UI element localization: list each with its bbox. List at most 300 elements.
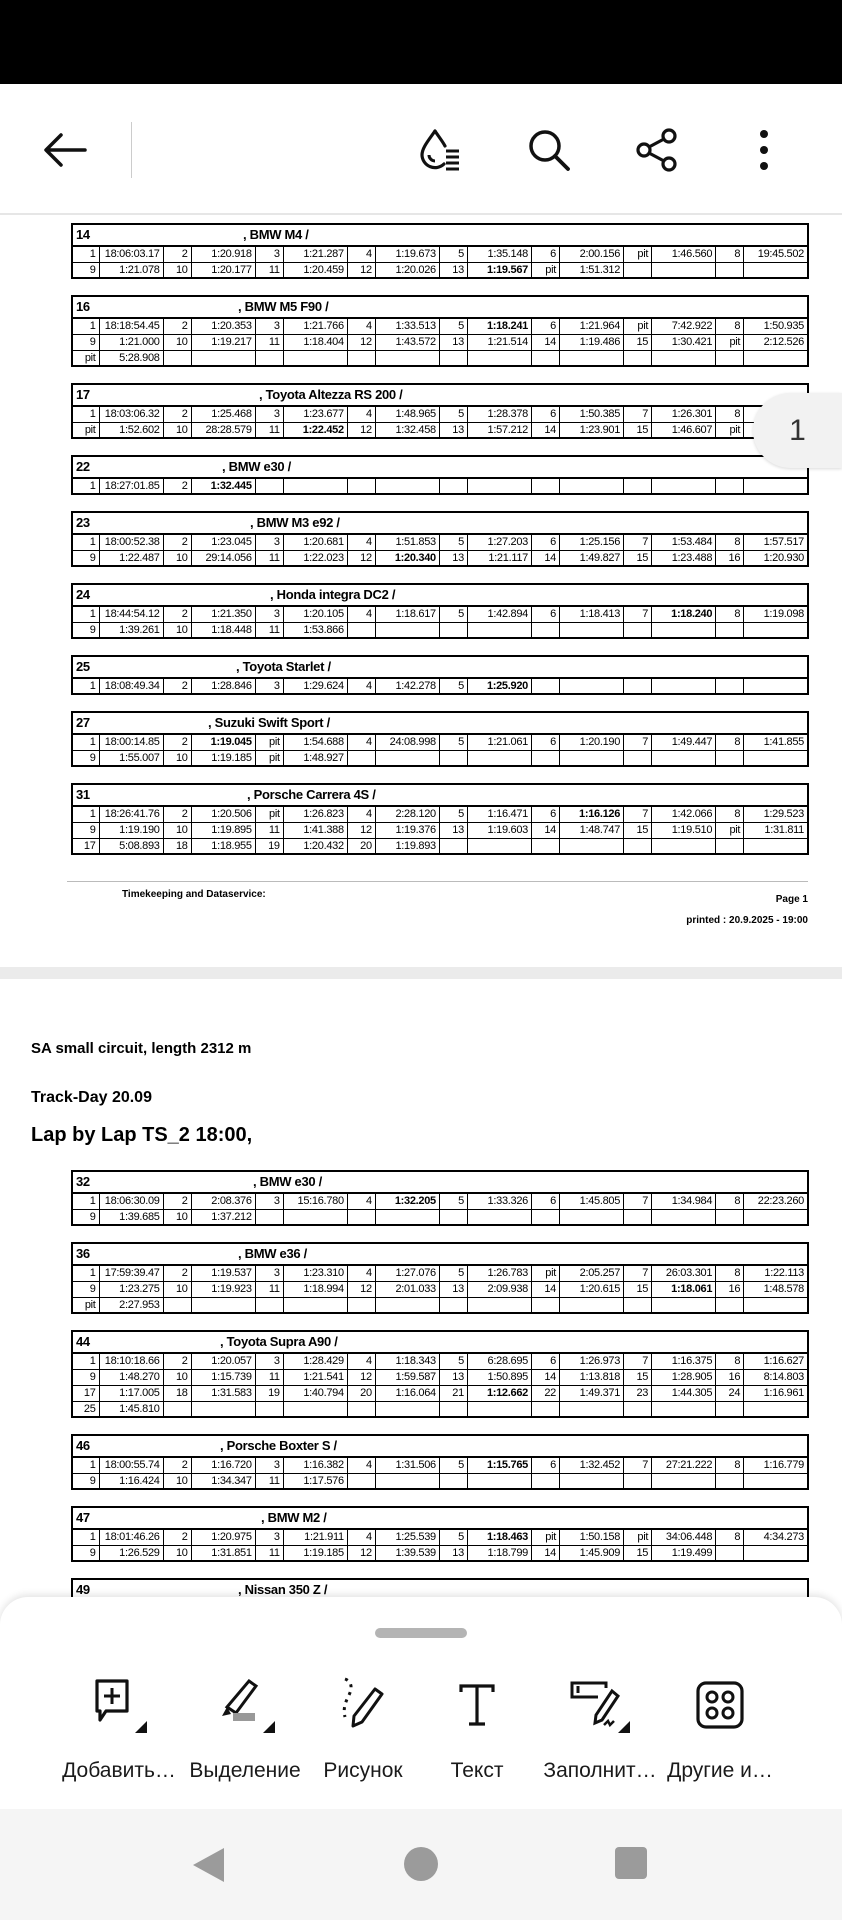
lap-number: 10 xyxy=(163,1281,191,1297)
lap-number: 7 xyxy=(624,1353,652,1369)
lap-number: 6 xyxy=(531,534,559,550)
lap-time: 1:41.388 xyxy=(283,822,347,838)
lap-number xyxy=(716,262,744,278)
car-model: , Suzuki Swift Sport / xyxy=(208,715,330,730)
lap-time: 1:27.203 xyxy=(467,534,531,550)
lap-number: 12 xyxy=(347,1545,375,1561)
lap-number: 3 xyxy=(255,1353,283,1369)
lap-number: 6 xyxy=(531,734,559,750)
lap-time: 17:59:39.47 xyxy=(99,1265,163,1281)
lap-number: 7 xyxy=(624,734,652,750)
lap-number: 7 xyxy=(624,1457,652,1473)
lap-time: 18:27:01.85 xyxy=(99,478,163,494)
lap-time xyxy=(744,1209,808,1225)
lap-number: 25 xyxy=(72,1401,99,1417)
lap-number: 11 xyxy=(255,822,283,838)
lap-number: 9 xyxy=(72,622,99,638)
lap-time: 1:18.955 xyxy=(191,838,255,854)
lap-time: 22:23.260 xyxy=(744,1193,808,1209)
lap-number: 3 xyxy=(255,246,283,262)
lap-number: 16 xyxy=(716,1281,744,1297)
lap-number: pit xyxy=(531,1529,559,1545)
app-bar-divider xyxy=(131,122,132,178)
lap-time: 1:35.148 xyxy=(467,246,531,262)
tool-label: Заполнит… xyxy=(543,1759,657,1782)
lap-time: 1:48.927 xyxy=(283,750,347,766)
lap-number: 1 xyxy=(72,734,99,750)
lap-time: 1:51.853 xyxy=(375,534,439,550)
sheet-drag-handle[interactable] xyxy=(375,1628,467,1638)
lap-time xyxy=(744,478,808,494)
lap-number: pit xyxy=(531,1265,559,1281)
lap-time: 1:16.064 xyxy=(375,1385,439,1401)
tool-label: Другие и… xyxy=(667,1759,773,1782)
car-header xyxy=(72,512,808,534)
lap-number: 12 xyxy=(347,822,375,838)
lap-number: 1 xyxy=(72,1529,99,1545)
lap-number: 18 xyxy=(163,838,191,854)
lap-number: 1 xyxy=(72,678,99,694)
lap-time: 1:18.240 xyxy=(652,606,716,622)
lap-number xyxy=(624,838,652,854)
lap-time: 34:06.448 xyxy=(652,1529,716,1545)
lap-number: 2 xyxy=(163,1353,191,1369)
lap-row xyxy=(72,534,808,550)
lap-number: 2 xyxy=(163,806,191,822)
lap-number xyxy=(531,622,559,638)
lap-time: 1:59.587 xyxy=(375,1369,439,1385)
lap-number: 5 xyxy=(439,1265,467,1281)
lap-number: 9 xyxy=(72,262,99,278)
lap-number xyxy=(439,750,467,766)
lap-time xyxy=(375,1209,439,1225)
lap-number: 2 xyxy=(163,534,191,550)
lap-number: 6 xyxy=(531,318,559,334)
lap-number: 21 xyxy=(439,1385,467,1401)
lap-number xyxy=(163,1297,191,1313)
more-vert-icon[interactable] xyxy=(741,127,787,173)
lap-number xyxy=(347,1297,375,1313)
lap-time: 18:26:41.76 xyxy=(99,806,163,822)
lap-time: 1:19.185 xyxy=(191,750,255,766)
lap-number: 9 xyxy=(72,1369,99,1385)
lap-number: 2 xyxy=(163,406,191,422)
lap-number: 8 xyxy=(716,406,744,422)
nav-home-icon[interactable] xyxy=(403,1846,439,1887)
lap-time: 1:41.855 xyxy=(744,734,808,750)
lap-time xyxy=(744,1297,808,1313)
highlight-icon xyxy=(183,1677,307,1733)
lap-number xyxy=(716,1545,744,1561)
lap-table-car-25 xyxy=(71,655,809,695)
lap-time: 1:18.799 xyxy=(467,1545,531,1561)
lap-time: 1:21.000 xyxy=(99,334,163,350)
lap-number: 1 xyxy=(72,806,99,822)
lap-number: 4 xyxy=(347,606,375,622)
lap-time: 1:15.765 xyxy=(467,1457,531,1473)
lap-table-car-22 xyxy=(71,455,809,495)
share-icon[interactable] xyxy=(634,127,680,173)
lap-number: 1 xyxy=(72,406,99,422)
tool-text[interactable] xyxy=(415,1677,539,1783)
lap-time: 1:19.603 xyxy=(467,822,531,838)
lap-number xyxy=(624,262,652,278)
tool-highlight[interactable] xyxy=(183,1677,307,1783)
lap-number: 15 xyxy=(624,1281,652,1297)
lap-number: 4 xyxy=(347,1265,375,1281)
lap-number: 14 xyxy=(531,422,559,438)
lap-number: 8 xyxy=(716,1529,744,1545)
lap-time xyxy=(467,1209,531,1225)
lap-number xyxy=(439,1473,467,1489)
lap-row xyxy=(72,1529,808,1545)
lap-number xyxy=(531,1401,559,1417)
lap-number xyxy=(163,350,191,366)
lap-time xyxy=(744,678,808,694)
lap-table-car-14 xyxy=(71,223,809,279)
lap-number: 6 xyxy=(531,806,559,822)
lap-number xyxy=(347,1209,375,1225)
car-model: , Toyota Starlet / xyxy=(236,659,331,674)
nav-back-icon[interactable] xyxy=(190,1846,226,1889)
lap-time xyxy=(744,1401,808,1417)
lap-number xyxy=(624,622,652,638)
tool-label: Выделение xyxy=(189,1759,301,1782)
lap-time: 1:27.076 xyxy=(375,1265,439,1281)
lap-time: 1:42.278 xyxy=(375,678,439,694)
lap-number: 10 xyxy=(163,550,191,566)
lap-time: 1:23.045 xyxy=(191,534,255,550)
footer-printed-date: printed : 20.9.2025 - 19:00 xyxy=(686,915,808,926)
lap-number: 7 xyxy=(624,534,652,550)
car-number: 46 xyxy=(76,1438,90,1453)
lap-table-car-24 xyxy=(71,583,809,639)
lap-row xyxy=(72,822,808,838)
lap-time: 1:20.918 xyxy=(191,246,255,262)
lap-row xyxy=(72,1457,808,1473)
lap-time: 1:16.375 xyxy=(652,1353,716,1369)
lap-number: 14 xyxy=(531,550,559,566)
lap-number: 6 xyxy=(531,246,559,262)
lap-time: 1:16.627 xyxy=(744,1353,808,1369)
car-number: 22 xyxy=(76,459,90,474)
lap-time: 1:40.794 xyxy=(283,1385,347,1401)
lap-time: 1:19.486 xyxy=(560,334,624,350)
lap-number xyxy=(531,750,559,766)
lap-time: 1:12.662 xyxy=(467,1385,531,1401)
lap-time: 1:16.126 xyxy=(560,806,624,822)
lap-time xyxy=(283,1401,347,1417)
lap-time xyxy=(560,622,624,638)
lap-number: 5 xyxy=(439,1193,467,1209)
lap-time: 1:34.984 xyxy=(652,1193,716,1209)
lap-number: 6 xyxy=(531,406,559,422)
lap-time: 1:20.615 xyxy=(560,1281,624,1297)
lap-number xyxy=(624,678,652,694)
lap-number: 4 xyxy=(347,406,375,422)
lap-time: 15:16.780 xyxy=(283,1193,347,1209)
lap-row xyxy=(72,1297,808,1313)
lap-number: 7 xyxy=(624,1265,652,1281)
lap-number: 6 xyxy=(531,1193,559,1209)
lap-row xyxy=(72,1473,808,1489)
lap-time: 1:19.567 xyxy=(467,262,531,278)
nav-recents-icon[interactable] xyxy=(614,1846,648,1885)
lap-number: pit xyxy=(716,822,744,838)
session-heading: Lap by Lap TS_2 18:00, xyxy=(31,1124,253,1146)
lap-time: 1:21.964 xyxy=(560,318,624,334)
lap-number: 5 xyxy=(439,1353,467,1369)
lap-time xyxy=(375,1297,439,1313)
lap-number xyxy=(531,1473,559,1489)
lap-row xyxy=(72,406,808,422)
lap-time: 18:06:03.17 xyxy=(99,246,163,262)
lap-time: 1:21.541 xyxy=(283,1369,347,1385)
tool-more[interactable] xyxy=(658,1677,782,1783)
lap-table-car-27 xyxy=(71,711,809,767)
lap-time: 1:45.810 xyxy=(99,1401,163,1417)
lap-number xyxy=(716,622,744,638)
lap-time: 1:23.275 xyxy=(99,1281,163,1297)
lap-time: 1:33.513 xyxy=(375,318,439,334)
lap-number: pit xyxy=(716,334,744,350)
lap-time: 1:48.270 xyxy=(99,1369,163,1385)
lap-number xyxy=(439,838,467,854)
lap-table-car-32 xyxy=(71,1170,809,1226)
page-indicator[interactable]: 1 xyxy=(753,393,842,468)
lap-time: 1:23.310 xyxy=(283,1265,347,1281)
lap-time: 8:14.803 xyxy=(744,1369,808,1385)
lap-time: 1:13.818 xyxy=(560,1369,624,1385)
lap-number xyxy=(716,478,744,494)
lap-number: 10 xyxy=(163,334,191,350)
lap-time xyxy=(467,1473,531,1489)
lap-time: 5:08.893 xyxy=(99,838,163,854)
lap-time: 1:57.212 xyxy=(467,422,531,438)
lap-number: 1 xyxy=(72,1353,99,1369)
reading-mode-icon[interactable] xyxy=(417,127,463,173)
lap-time: 1:43.572 xyxy=(375,334,439,350)
lap-time: 1:20.177 xyxy=(191,262,255,278)
lap-number: 9 xyxy=(72,1473,99,1489)
lap-time xyxy=(560,478,624,494)
lap-time: 1:15.739 xyxy=(191,1369,255,1385)
lap-number: 7 xyxy=(624,406,652,422)
car-header xyxy=(72,1435,808,1457)
lap-time: 1:19.185 xyxy=(283,1545,347,1561)
page-2-lap-tables xyxy=(71,1170,809,1618)
lap-number xyxy=(255,1401,283,1417)
lap-number: 1 xyxy=(72,478,99,494)
lap-row xyxy=(72,350,808,366)
lap-time: 1:32.452 xyxy=(560,1457,624,1473)
lap-time: 1:19.510 xyxy=(652,822,716,838)
lap-time: 1:48.965 xyxy=(375,406,439,422)
lap-number xyxy=(624,1473,652,1489)
lap-number: 15 xyxy=(624,822,652,838)
lap-row xyxy=(72,422,808,438)
lap-time xyxy=(560,350,624,366)
lap-time xyxy=(467,350,531,366)
lap-number xyxy=(531,1297,559,1313)
lap-row xyxy=(72,1193,808,1209)
lap-number: 18 xyxy=(163,1385,191,1401)
lap-number xyxy=(716,1209,744,1225)
lap-time: 1:20.105 xyxy=(283,606,347,622)
tool-add-comment[interactable] xyxy=(57,1677,181,1783)
lap-time: 1:31.506 xyxy=(375,1457,439,1473)
car-header xyxy=(72,384,808,406)
lap-time xyxy=(652,1297,716,1313)
lap-number: 3 xyxy=(255,1457,283,1473)
lap-number: 8 xyxy=(716,246,744,262)
car-header xyxy=(72,1331,808,1353)
lap-time: 1:16.779 xyxy=(744,1457,808,1473)
lap-number xyxy=(531,838,559,854)
lap-number: 8 xyxy=(716,534,744,550)
back-arrow-icon[interactable] xyxy=(42,127,88,173)
lap-time: 1:32.458 xyxy=(375,422,439,438)
lap-time: 1:16.382 xyxy=(283,1457,347,1473)
lap-time: 1:22.487 xyxy=(99,550,163,566)
lap-time: 1:19.923 xyxy=(191,1281,255,1297)
lap-time: 18:08:49.34 xyxy=(99,678,163,694)
lap-time: 1:16.961 xyxy=(744,1385,808,1401)
lap-time: 1:29.523 xyxy=(744,806,808,822)
lap-number: pit xyxy=(624,1529,652,1545)
lap-time: 1:16.720 xyxy=(191,1457,255,1473)
lap-time: 1:50.385 xyxy=(560,406,624,422)
lap-time: 1:16.471 xyxy=(467,806,531,822)
car-header xyxy=(72,584,808,606)
lap-time xyxy=(652,262,716,278)
lap-time: 1:26.973 xyxy=(560,1353,624,1369)
lap-time: 1:49.371 xyxy=(560,1385,624,1401)
lap-time: 18:00:52.38 xyxy=(99,534,163,550)
lap-time: 1:29.624 xyxy=(283,678,347,694)
lap-time: 19:45.502 xyxy=(744,246,808,262)
car-model: , BMW M5 F90 / xyxy=(238,299,329,314)
lap-number: 4 xyxy=(347,246,375,262)
lap-number: 6 xyxy=(531,1457,559,1473)
lap-time xyxy=(744,1545,808,1561)
lap-time: 1:39.261 xyxy=(99,622,163,638)
lap-number: 2 xyxy=(163,478,191,494)
lap-time: 1:53.866 xyxy=(283,622,347,638)
lap-time: 1:25.539 xyxy=(375,1529,439,1545)
lap-number: 15 xyxy=(624,422,652,438)
lap-table-car-36 xyxy=(71,1242,809,1314)
lap-time: 1:18.404 xyxy=(283,334,347,350)
lap-number: 10 xyxy=(163,750,191,766)
lap-time: 1:42.894 xyxy=(467,606,531,622)
car-number: 24 xyxy=(76,587,90,602)
car-header xyxy=(72,784,808,806)
lap-number: 13 xyxy=(439,1281,467,1297)
text-icon xyxy=(415,1677,539,1733)
lap-number: 3 xyxy=(255,1193,283,1209)
lap-time: 1:25.920 xyxy=(467,678,531,694)
lap-time: 1:33.326 xyxy=(467,1193,531,1209)
lap-number: 10 xyxy=(163,822,191,838)
lap-number: 1 xyxy=(72,246,99,262)
car-header xyxy=(72,712,808,734)
lap-time: 1:42.066 xyxy=(652,806,716,822)
lap-number: 9 xyxy=(72,550,99,566)
lap-time: 1:20.681 xyxy=(283,534,347,550)
lap-number: 9 xyxy=(72,1209,99,1225)
lap-time: 1:28.846 xyxy=(191,678,255,694)
lap-row xyxy=(72,750,808,766)
lap-number: 8 xyxy=(716,806,744,822)
lap-number: 5 xyxy=(439,246,467,262)
lap-number: pit xyxy=(72,1297,99,1313)
lap-number: 2 xyxy=(163,678,191,694)
search-icon[interactable] xyxy=(526,127,572,173)
lap-time xyxy=(744,262,808,278)
car-model: , Nissan 350 Z / xyxy=(238,1582,328,1597)
car-number: 25 xyxy=(76,659,90,674)
lap-time: 1:46.607 xyxy=(652,422,716,438)
tool-label: Текст xyxy=(450,1759,504,1782)
lap-number: 11 xyxy=(255,1473,283,1489)
lap-time: 1:32.445 xyxy=(191,478,255,494)
lap-time: 1:57.517 xyxy=(744,534,808,550)
lap-number xyxy=(624,350,652,366)
lap-time: 1:20.190 xyxy=(560,734,624,750)
lap-time: 1:32.205 xyxy=(375,1193,439,1209)
lap-time xyxy=(652,750,716,766)
car-number: 44 xyxy=(76,1334,90,1349)
lap-time: 18:00:55.74 xyxy=(99,1457,163,1473)
draw-icon xyxy=(301,1677,425,1733)
lap-number xyxy=(531,1209,559,1225)
lap-number: 3 xyxy=(255,406,283,422)
lap-number xyxy=(531,478,559,494)
lap-number xyxy=(716,838,744,854)
lap-number: 3 xyxy=(255,606,283,622)
lap-time: 24:08.998 xyxy=(375,734,439,750)
lap-time: 1:30.421 xyxy=(652,334,716,350)
car-header xyxy=(72,1243,808,1265)
lap-number: 8 xyxy=(716,1457,744,1473)
lap-table-car-23 xyxy=(71,511,809,567)
lap-number: 13 xyxy=(439,550,467,566)
lap-number: 3 xyxy=(255,534,283,550)
lap-number: 9 xyxy=(72,1545,99,1561)
lap-table-car-17 xyxy=(71,383,809,439)
lap-number: 13 xyxy=(439,422,467,438)
lap-time: 1:20.506 xyxy=(191,806,255,822)
lap-number: 11 xyxy=(255,1281,283,1297)
lap-number: 19 xyxy=(255,838,283,854)
lap-number: 4 xyxy=(347,1529,375,1545)
lap-number: 1 xyxy=(72,1265,99,1281)
lap-time: 1:21.766 xyxy=(283,318,347,334)
tool-fill-sign[interactable] xyxy=(538,1677,662,1783)
lap-number: 20 xyxy=(347,838,375,854)
lap-time: 1:19.376 xyxy=(375,822,439,838)
lap-time: 2:28.120 xyxy=(375,806,439,822)
lap-time: 1:18.241 xyxy=(467,318,531,334)
lap-time: 1:39.539 xyxy=(375,1545,439,1561)
lap-number xyxy=(624,750,652,766)
lap-time: 7:42.922 xyxy=(652,318,716,334)
lap-number: 10 xyxy=(163,1545,191,1561)
car-number: 23 xyxy=(76,515,90,530)
tool-draw[interactable] xyxy=(301,1677,425,1783)
lap-time xyxy=(560,838,624,854)
